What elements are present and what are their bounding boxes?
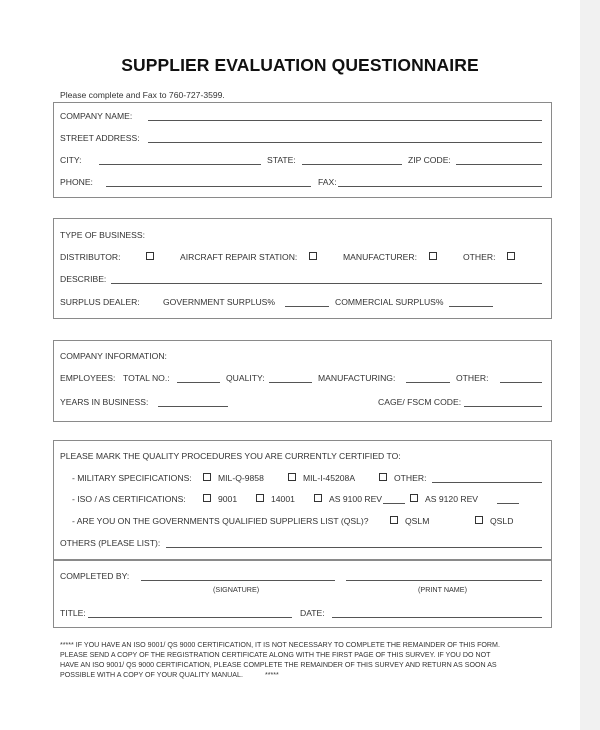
date-label: DATE: bbox=[300, 608, 325, 618]
years-field[interactable] bbox=[158, 406, 228, 407]
other-employees-field[interactable] bbox=[500, 382, 542, 383]
phone-field[interactable] bbox=[106, 186, 311, 187]
title-field[interactable] bbox=[88, 617, 292, 618]
mil-q-label: MIL-Q-9858 bbox=[218, 473, 264, 483]
company-info-label: COMPANY INFORMATION: bbox=[60, 351, 167, 361]
manufacturer-checkbox[interactable] bbox=[429, 252, 437, 260]
cage-label: CAGE/ FSCM CODE: bbox=[378, 397, 462, 407]
describe-field[interactable] bbox=[111, 283, 542, 284]
other-military-checkbox[interactable] bbox=[379, 473, 387, 481]
city-field[interactable] bbox=[99, 164, 261, 165]
signature-caption: (SIGNATURE) bbox=[213, 585, 260, 594]
others-list-field[interactable] bbox=[166, 547, 542, 548]
qsld-checkbox[interactable] bbox=[475, 516, 483, 524]
government-surplus-label: GOVERNMENT SURPLUS% bbox=[163, 297, 276, 307]
quality-heading: PLEASE MARK THE QUALITY PROCEDURES YOU ARE CURRENTLY CERTIFIED TO: bbox=[60, 451, 401, 461]
form-title: SUPPLIER EVALUATION QUESTIONNAIRE bbox=[121, 55, 479, 75]
quality-employees-label: QUALITY: bbox=[226, 373, 265, 383]
company-name-field[interactable] bbox=[148, 120, 542, 121]
quality-employees-field[interactable] bbox=[269, 382, 312, 383]
as-9100-label: AS 9100 REV bbox=[329, 494, 383, 504]
fax-instructions: Please complete and Fax to 760-727-3599. bbox=[60, 90, 225, 100]
as-9120-rev-field[interactable] bbox=[497, 503, 519, 504]
military-specs-label: - MILITARY SPECIFICATIONS: bbox=[72, 473, 192, 483]
footer-line-3: HAVE AN ISO 9001/ QS 9000 CERTIFICATION, PLEASE COMPLETE THE REMAINDER OF THIS SURVEY AND RETURN AS SOON AS bbox=[60, 661, 497, 669]
as-9100-rev-field[interactable] bbox=[383, 503, 405, 504]
other-business-checkbox[interactable] bbox=[507, 252, 515, 260]
others-list-label: OTHERS (PLEASE LIST): bbox=[60, 538, 161, 548]
completed-by-label: COMPLETED BY: bbox=[60, 571, 130, 581]
street-address-label: STREET ADDRESS: bbox=[60, 133, 140, 143]
state-field[interactable] bbox=[302, 164, 402, 165]
street-address-field[interactable] bbox=[148, 142, 542, 143]
other-business-label: OTHER: bbox=[463, 252, 496, 262]
distributor-checkbox[interactable] bbox=[146, 252, 154, 260]
business-type-label: TYPE OF BUSINESS: bbox=[60, 230, 146, 240]
date-field[interactable] bbox=[332, 617, 542, 618]
distributor-label: DISTRIBUTOR: bbox=[60, 252, 121, 262]
title-label: TITLE: bbox=[60, 608, 86, 618]
total-no-label: TOTAL NO.: bbox=[123, 373, 170, 383]
iso-14001-label: 14001 bbox=[271, 494, 295, 504]
aircraft-repair-checkbox[interactable] bbox=[309, 252, 317, 260]
footer-line-2: PLEASE SEND A COPY OF THE REGISTRATION CERTIFICATE ALONG WITH THE FIRST PAGE OF THIS SURVEY. IF YOU DO NOT bbox=[60, 651, 491, 659]
government-surplus-field[interactable] bbox=[285, 306, 329, 307]
zip-field[interactable] bbox=[456, 164, 542, 165]
as-9100-checkbox[interactable] bbox=[314, 494, 322, 502]
phone-label: PHONE: bbox=[60, 177, 93, 187]
mil-i-checkbox[interactable] bbox=[288, 473, 296, 481]
manufacturing-label: MANUFACTURING: bbox=[318, 373, 396, 383]
state-label: STATE: bbox=[267, 155, 296, 165]
iso-14001-checkbox[interactable] bbox=[256, 494, 264, 502]
fax-label: FAX: bbox=[318, 177, 337, 187]
qslm-checkbox[interactable] bbox=[390, 516, 398, 524]
describe-label: DESCRIBE: bbox=[60, 274, 107, 284]
company-name-label: COMPANY NAME: bbox=[60, 111, 133, 121]
aircraft-repair-label: AIRCRAFT REPAIR STATION: bbox=[180, 252, 298, 262]
iso-certs-label: - ISO / AS CERTIFICATIONS: bbox=[72, 494, 186, 504]
footer-line-4: POSSIBLE WITH A COPY OF YOUR QUALITY MANUAL. bbox=[60, 671, 243, 679]
footer-stars: ***** bbox=[265, 671, 279, 679]
other-military-field[interactable] bbox=[432, 482, 542, 483]
mil-q-checkbox[interactable] bbox=[203, 473, 211, 481]
cage-field[interactable] bbox=[464, 406, 542, 407]
commercial-surplus-field[interactable] bbox=[449, 306, 493, 307]
fax-field[interactable] bbox=[338, 186, 542, 187]
commercial-surplus-label: COMMERCIAL SURPLUS% bbox=[335, 297, 444, 307]
qslm-label: QSLM bbox=[405, 516, 430, 526]
page-edge bbox=[580, 0, 600, 730]
zip-label: ZIP CODE: bbox=[408, 155, 451, 165]
years-label: YEARS IN BUSINESS: bbox=[60, 397, 149, 407]
manufacturing-field[interactable] bbox=[406, 382, 450, 383]
qsl-question: - ARE YOU ON THE GOVERNMENTS QUALIFIED SUPPLIERS LIST (QSL)? bbox=[72, 516, 369, 526]
manufacturer-label: MANUFACTURER: bbox=[343, 252, 418, 262]
qsld-label: QSLD bbox=[490, 516, 514, 526]
as-9120-label: AS 9120 REV bbox=[425, 494, 479, 504]
mil-i-label: MIL-I-45208A bbox=[303, 473, 356, 483]
print-name-caption: (PRINT NAME) bbox=[418, 585, 467, 594]
iso-9001-label: 9001 bbox=[218, 494, 238, 504]
surplus-dealer-label: SURPLUS DEALER: bbox=[60, 297, 140, 307]
iso-9001-checkbox[interactable] bbox=[203, 494, 211, 502]
as-9120-checkbox[interactable] bbox=[410, 494, 418, 502]
print-name-field[interactable] bbox=[346, 580, 542, 581]
city-label: CITY: bbox=[60, 155, 82, 165]
signature-field[interactable] bbox=[141, 580, 335, 581]
other-military-label: OTHER: bbox=[394, 473, 427, 483]
other-employees-label: OTHER: bbox=[456, 373, 489, 383]
footer-line-1: ***** IF YOU HAVE AN ISO 9001/ QS 9000 CERTIFICATION, IT IS NOT NECESSARY TO COMPLETE THE REMAINDER OF THIS FORM. bbox=[60, 641, 500, 649]
employees-label: EMPLOYEES: bbox=[60, 373, 116, 383]
total-no-field[interactable] bbox=[177, 382, 220, 383]
